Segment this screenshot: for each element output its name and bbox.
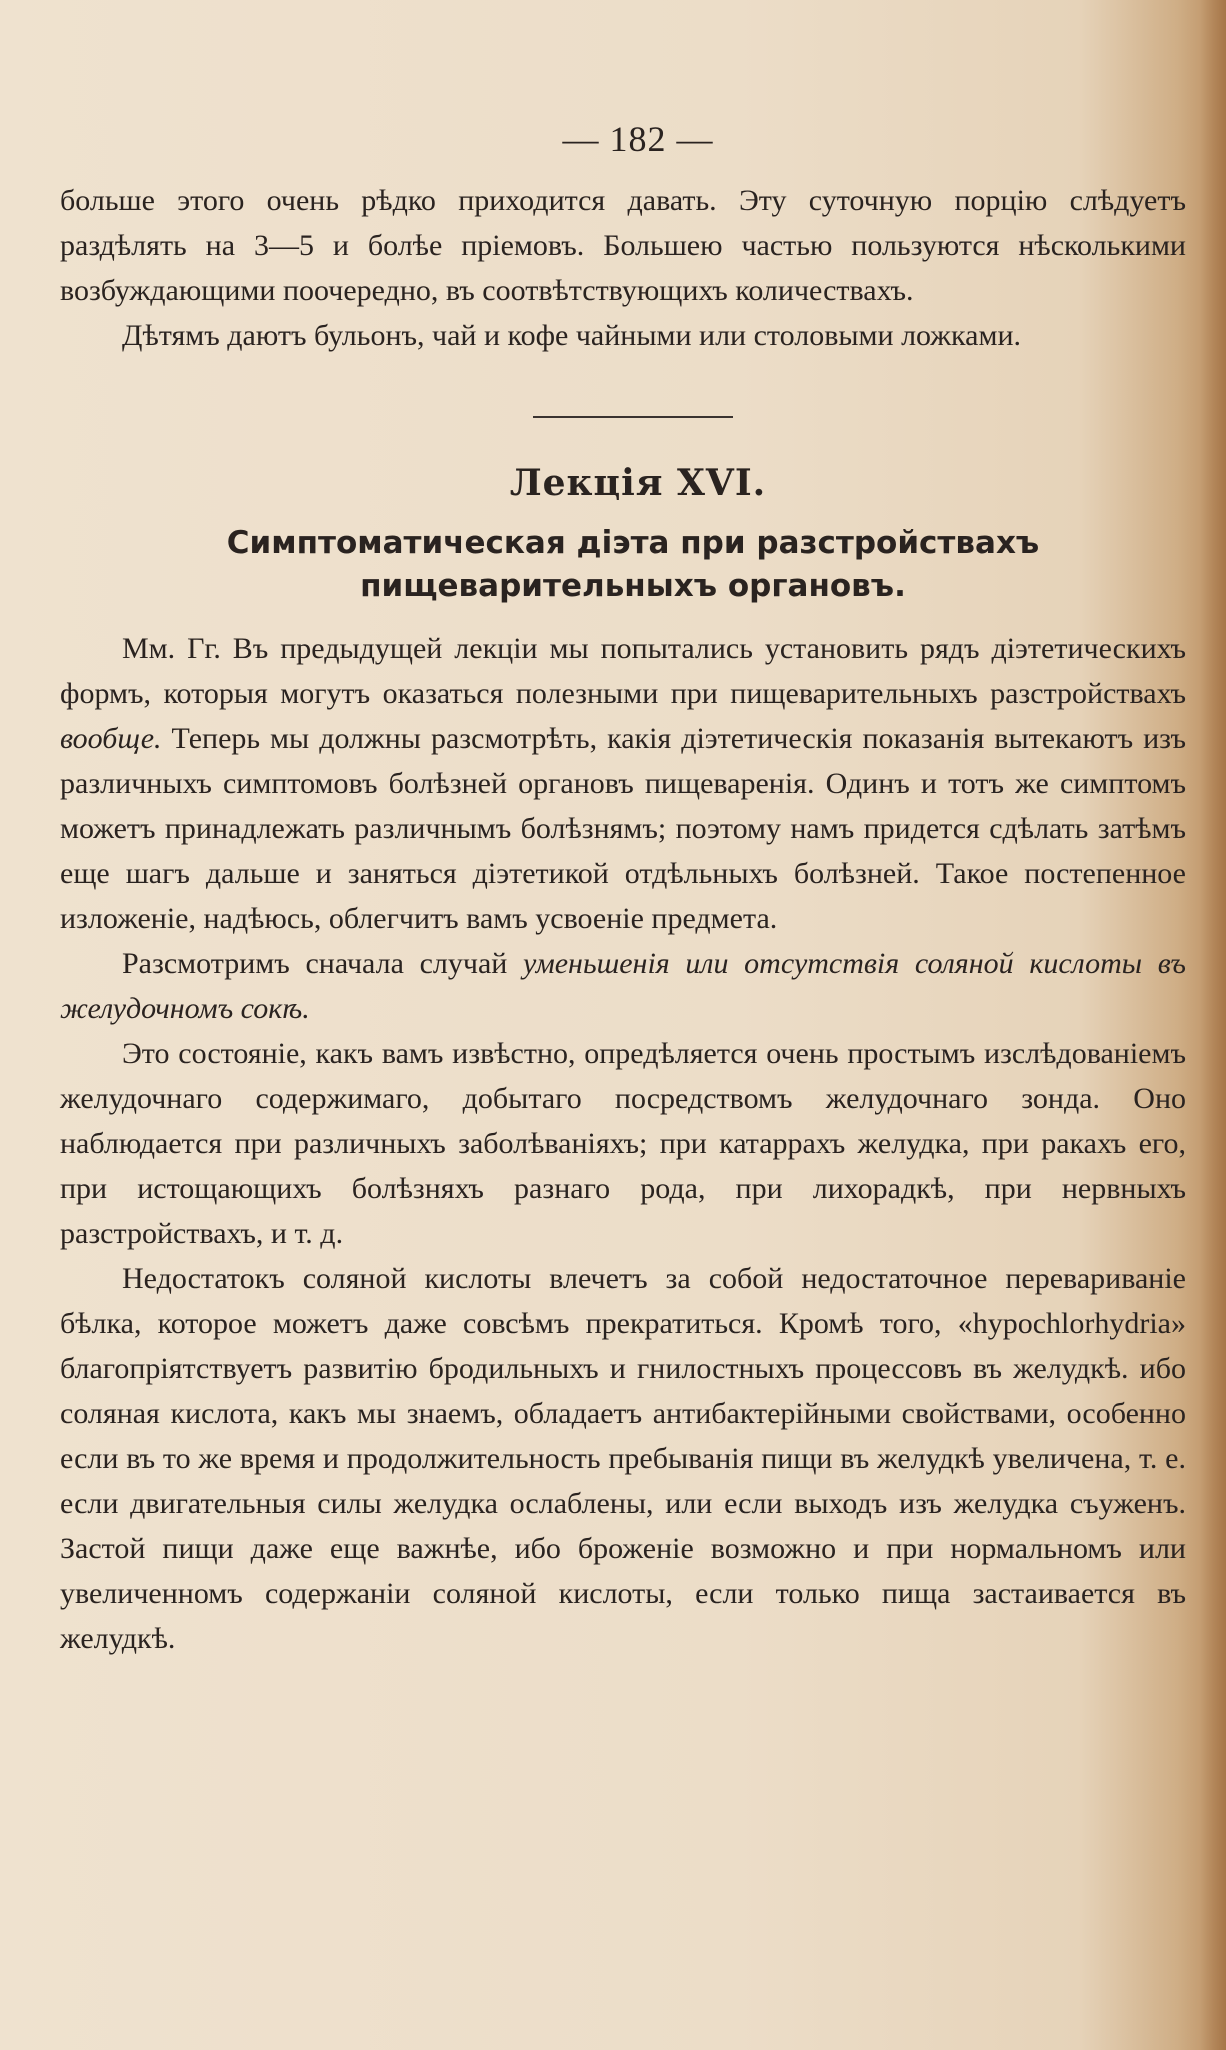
page-edge-shadow bbox=[1200, 0, 1226, 2050]
page-content bbox=[60, 118, 1186, 1661]
intro-paragraph-2: Дѣтямъ даютъ бульонъ, чай и кофе чайными или столовыми ложками. bbox=[122, 319, 1022, 352]
lecture-subtitle: Симптоматическая діэта при разстройствахъ пищеварительныхъ органовъ. bbox=[226, 525, 1040, 604]
intro-paragraph-1: больше этого очень рѣдко приходится давать. Эту суточную порцію слѣдуетъ раздѣлять на 3—5 и болѣе пріемовъ. Большею частью пользуются нѣсколькими возбуждающими поочередно, въ соотвѣтствующихъ количествахъ. bbox=[60, 184, 1186, 307]
page-number: — 182 — bbox=[562, 119, 714, 159]
paragraph-1-text: Мм. Гг. Въ предыдущей лекціи мы попытались установить рядъ діэтетическихъ формъ, которыя могутъ оказаться полезными при пищеварительныхъ разстройствахъ bbox=[60, 632, 1186, 710]
paragraph-1-emphasis: вообще. bbox=[60, 722, 162, 755]
section-divider bbox=[533, 416, 733, 418]
paragraph-1 bbox=[60, 626, 1186, 941]
lecture-title: Лекція XVI. bbox=[509, 462, 767, 504]
paragraph-2-text: Разсмотримъ сначала случай bbox=[122, 947, 524, 980]
paragraph-2 bbox=[60, 941, 1186, 1031]
paragraph-4: Недостатокъ соляной кислоты влечетъ за собой недостаточное перевариваніе бѣлка, которое можетъ даже совсѣмъ прекратиться. Кромѣ того, «hypochlorhydria» благопріятствуетъ развитію бродильныхъ и гнилостныхъ процессовъ въ желудкѣ. ибо соляная кислота, какъ мы знаемъ, обладаетъ антибактерійными свойствами, особенно если въ то же время и продолжительность пребыванія пищи въ желудкѣ увеличена, т. е. если двигательныя силы желудка ослаблены, или если выходъ изъ желудка съуженъ. Застой пищи даже еще важнѣе, ибо броженіе возможно и при нормальномъ или увеличенномъ содержаніи соляной кислоты, если только пища застаивается въ желудкѣ. bbox=[60, 1262, 1186, 1655]
paragraph-3: Это состояніе, какъ вамъ извѣстно, опредѣляется очень простымъ изслѣдованіемъ желудочнаго содержимаго, добытаго посредствомъ желудочнаго зонда. Оно наблюдается при различныхъ заболѣваніяхъ; при катаррахъ желудка, при ракахъ его, при истощающихъ болѣзняхъ разнаго рода, при лихорадкѣ, при нервныхъ разстройствахъ, и т. д. bbox=[60, 1037, 1186, 1250]
paragraph-2-emphasis: уменьшенія или отсутствія соляной кислоты въ желудочномъ сокѣ. bbox=[60, 947, 1186, 1025]
paragraph-1-rest: Теперь мы должны разсмотрѣть, какія діэтетическія показанія вытекаютъ изъ различныхъ симптомовъ болѣзней органовъ пищеваренія. Одинъ и тотъ же симптомъ можетъ принадлежать различнымъ болѣзнямъ; поэтому намъ придется сдѣлать затѣмъ еще шагъ дальше и заняться діэтетикой отдѣльныхъ болѣзней. Такое постепенное изложеніе, надѣюсь, облегчитъ вамъ усвоеніе предмета. bbox=[60, 722, 1186, 935]
